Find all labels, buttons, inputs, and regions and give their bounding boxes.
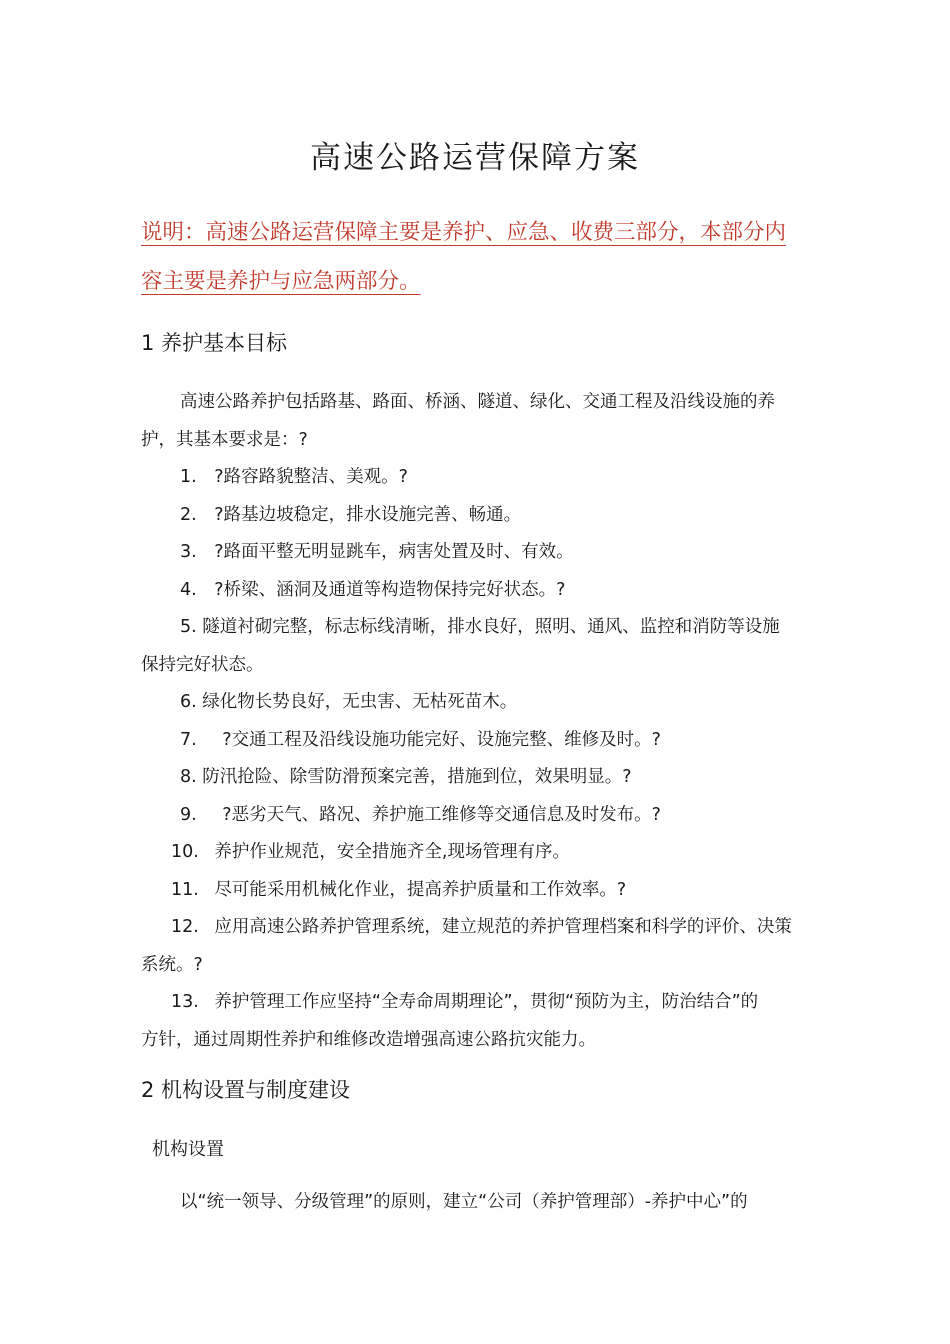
list-item-number: 12.	[171, 917, 199, 937]
note-line-1: 说明：高速公路运营保障主要是养护、应急、收费三部分，本部分内	[141, 220, 787, 245]
list-item-text: ?路基边坡稳定，排水设施完善、畅通。	[214, 505, 522, 525]
list-item-text: ?路容路貌整洁、美观。?	[214, 467, 408, 487]
list-item-number: 9.	[180, 805, 197, 825]
list-item-number: 2.	[180, 505, 197, 525]
list-item	[171, 876, 626, 901]
list-item	[180, 613, 780, 638]
list-item-number: 3.	[180, 542, 197, 562]
list-item	[180, 501, 521, 526]
list-item	[180, 763, 632, 788]
list-item-text: ?交通工程及沿线设施功能完好、设施完整、维修及时。?	[222, 730, 661, 750]
list-item	[180, 576, 565, 601]
list-item	[171, 988, 758, 1013]
subsection-heading: 机构设置	[152, 1139, 224, 1160]
list-item	[180, 726, 661, 751]
list-item	[171, 913, 792, 938]
list-item	[180, 688, 517, 713]
list-item-number: 7.	[180, 730, 197, 750]
list-item-text: 应用高速公路养护管理系统，建立规范的养护管理档案和科学的评价、决策	[214, 917, 792, 937]
list-item-continuation: 保持完好状态。	[141, 655, 264, 675]
list-item	[180, 801, 661, 826]
section-1-heading: 1 养护基本目标	[141, 331, 288, 355]
list-item-text: 防汛抢险、除雪防滑预案完善，措施到位，效果明显。?	[202, 767, 632, 787]
list-item-text: ?路面平整无明显跳车，病害处置及时、有效。	[214, 542, 574, 562]
note-line-2: 容主要是养护与应急两部分。	[141, 269, 421, 294]
list-item-text: 尽可能采用机械化作业，提高养护质量和工作效率。?	[214, 880, 627, 900]
list-item-number: 5.	[180, 617, 197, 637]
list-item-number: 10.	[171, 842, 199, 862]
list-item-text: ?恶劣天气、路况、养护施工维修等交通信息及时发布。?	[222, 805, 661, 825]
list-item	[180, 463, 408, 488]
document-title: 高速公路运营保障方案	[310, 140, 640, 176]
list-item-text: ?桥梁、涵洞及通道等构造物保持完好状态。?	[214, 580, 566, 600]
list-item-number: 8.	[180, 767, 197, 787]
list-item	[180, 538, 574, 563]
list-item-number: 4.	[180, 580, 197, 600]
list-item-number: 11.	[171, 880, 199, 900]
paragraph-line: 以“统一领导、分级管理”的原则，建立“公司（养护管理部）-养护中心”的	[180, 1192, 748, 1212]
section-2-heading: 2 机构设置与制度建设	[141, 1078, 351, 1102]
list-item-number: 1.	[180, 467, 197, 487]
list-item-text: 隧道衬砌完整，标志标线清晰，排水良好，照明、通风、监控和消防等设施	[202, 617, 780, 637]
list-item-continuation: 方针，通过周期性养护和维修改造增强高速公路抗灾能力。	[141, 1030, 596, 1050]
intro-line-1: 高速公路养护包括路基、路面、桥涵、隧道、绿化、交通工程及沿线设施的养	[180, 392, 775, 412]
list-item	[171, 838, 570, 863]
list-item-text: 养护作业规范，安全措施齐全,现场管理有序。	[214, 842, 570, 862]
list-item-number: 13.	[171, 992, 199, 1012]
list-item-number: 6.	[180, 692, 197, 712]
list-item-continuation: 系统。?	[141, 955, 203, 975]
list-item-text: 绿化物长势良好，无虫害、无枯死苗木。	[202, 692, 518, 712]
intro-line-2: 护，其基本要求是：?	[141, 430, 308, 450]
list-item-text: 养护管理工作应坚持“全寿命周期理论”，贯彻“预防为主，防治结合”的	[214, 992, 759, 1012]
